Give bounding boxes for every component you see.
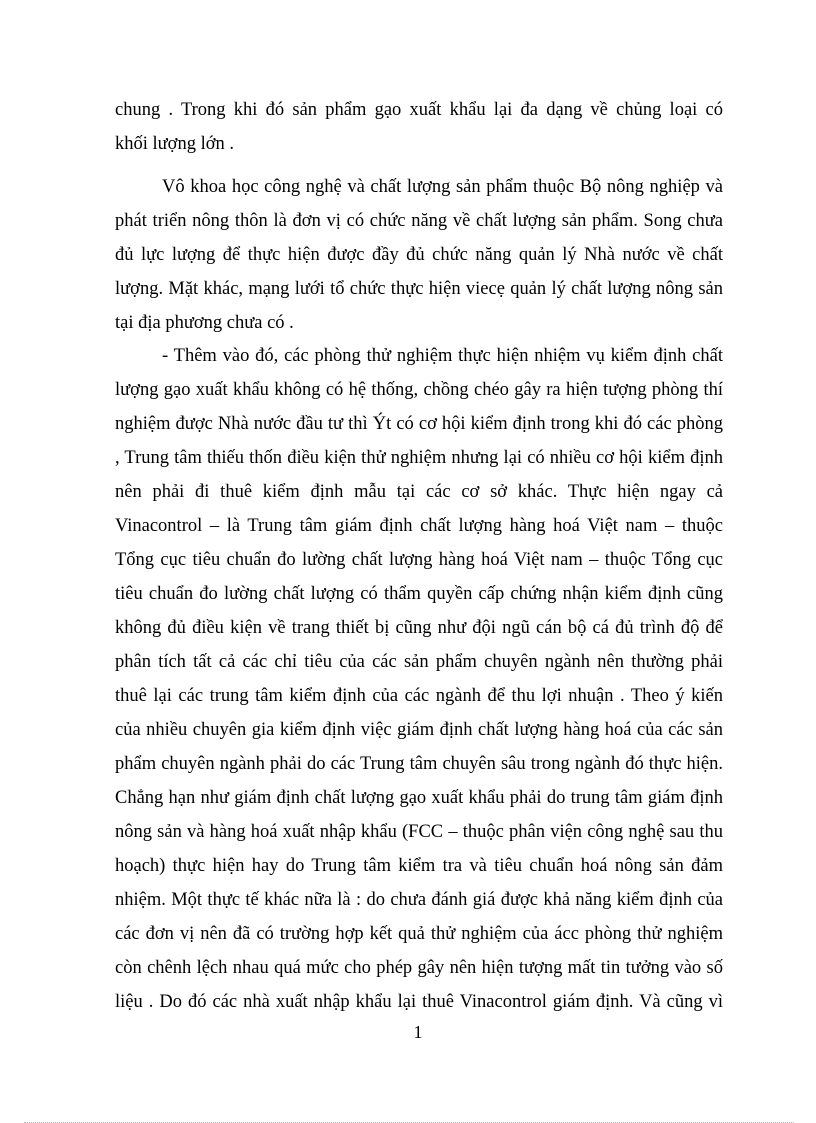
text-line: tiêu chuẩn đo lường chất lượng có thẩm quyền cấp chứng nhận kiểm định cũng bbox=[115, 584, 723, 604]
text-line: lượng gạo xuất khẩu không có hệ thống, chồng chéo gây ra hiện tượng phòng thí bbox=[115, 380, 723, 400]
text-line: chung . Trong khi đó sản phẩm gạo xuất khẩu lại đa dạng về chủng loại có bbox=[115, 100, 723, 120]
text-line: khối lượng lớn . bbox=[115, 134, 235, 154]
text-line: , Trung tâm thiếu thốn điều kiện thử nghiệm nhưng lại có nhiều cơ hội kiểm định bbox=[115, 448, 723, 468]
text-line: hoạch) thực hiện hay do Trung tâm kiểm tra và tiêu chuẩn hoá nông sản đảm bbox=[115, 856, 723, 876]
text-line: Vinacontrol – là Trung tâm giám định chất lượng hàng hoá Việt nam – thuộc bbox=[115, 516, 723, 536]
text-line: không đủ điều kiện về trang thiết bị cũng như đội ngũ cán bộ cá đủ trình độ để bbox=[115, 618, 723, 638]
text-line: nhiệm. Một thực tế khác nữa là : do chưa đánh giá được khả năng kiểm định của bbox=[115, 890, 723, 910]
text-line: Vô khoa học công nghệ và chất lượng sản phẩm thuộc Bộ nông nghiệp và bbox=[162, 177, 723, 197]
text-line: của nhiều chuyên gia kiểm định việc giám định chất lượng hàng hoá của các sản bbox=[115, 720, 723, 740]
text-line: liệu . Do đó các nhà xuất nhập khẩu lại thuê Vinacontrol giám định. Và cũng vì bbox=[115, 992, 723, 1012]
text-line: còn chênh lệch nhau quá mức cho phép gây nên hiện tượng mất tin tưởng vào số bbox=[115, 958, 723, 978]
text-line: các đơn vị nên đã có trường hợp kết quả thử nghiệm của ácc phòng thử nghiệm bbox=[115, 924, 723, 944]
text-line: nên phải đi thuê kiểm định mẫu tại các cơ sở khác. Thực hiện ngay cả bbox=[115, 482, 723, 502]
text-line: tại địa phương chưa có . bbox=[115, 313, 294, 333]
text-line: Tổng cục tiêu chuẩn đo lường chất lượng hàng hoá Việt nam – thuộc Tổng cục bbox=[115, 550, 723, 570]
text-line: phân tích tất cả các chỉ tiêu của các sản phẩm chuyên ngành nên thường phải bbox=[115, 652, 723, 672]
text-line: nông sản và hàng hoá xuất nhập khẩu (FCC – thuộc phân viện công nghệ sau thu bbox=[115, 822, 723, 842]
text-line: thuê lại các trung tâm kiểm định của các ngành để thu lợi nhuận . Theo ý kiến bbox=[115, 686, 723, 706]
text-line: phẩm chuyên ngành phải do các Trung tâm chuyên sâu trong ngành đó thực hiện. bbox=[115, 754, 723, 774]
page-number: 1 bbox=[413, 1022, 423, 1042]
text-line: Chẳng hạn như giám định chất lượng gạo xuất khẩu phải do trung tâm giám định bbox=[115, 788, 723, 808]
text-line: đủ lực lượng để thực hiện được đầy đủ chức năng quản lý Nhà nước về chất bbox=[115, 245, 723, 265]
text-line: lượng. Mặt khác, mạng lưới tổ chức thực hiện viecẹ quản lý chất lượng nông sản bbox=[115, 279, 723, 299]
text-line: nghiệm được Nhà nước đầu tư thì Ýt có cơ hội kiểm định trong khi đó các phòng bbox=[115, 414, 723, 434]
text-line: phát triển nông thôn là đơn vị có chức năng về chất lượng sản phẩm. Song chưa bbox=[115, 211, 723, 231]
text-line: - Thêm vào đó, các phòng thử nghiệm thực hiện nhiệm vụ kiểm định chất bbox=[162, 346, 723, 366]
